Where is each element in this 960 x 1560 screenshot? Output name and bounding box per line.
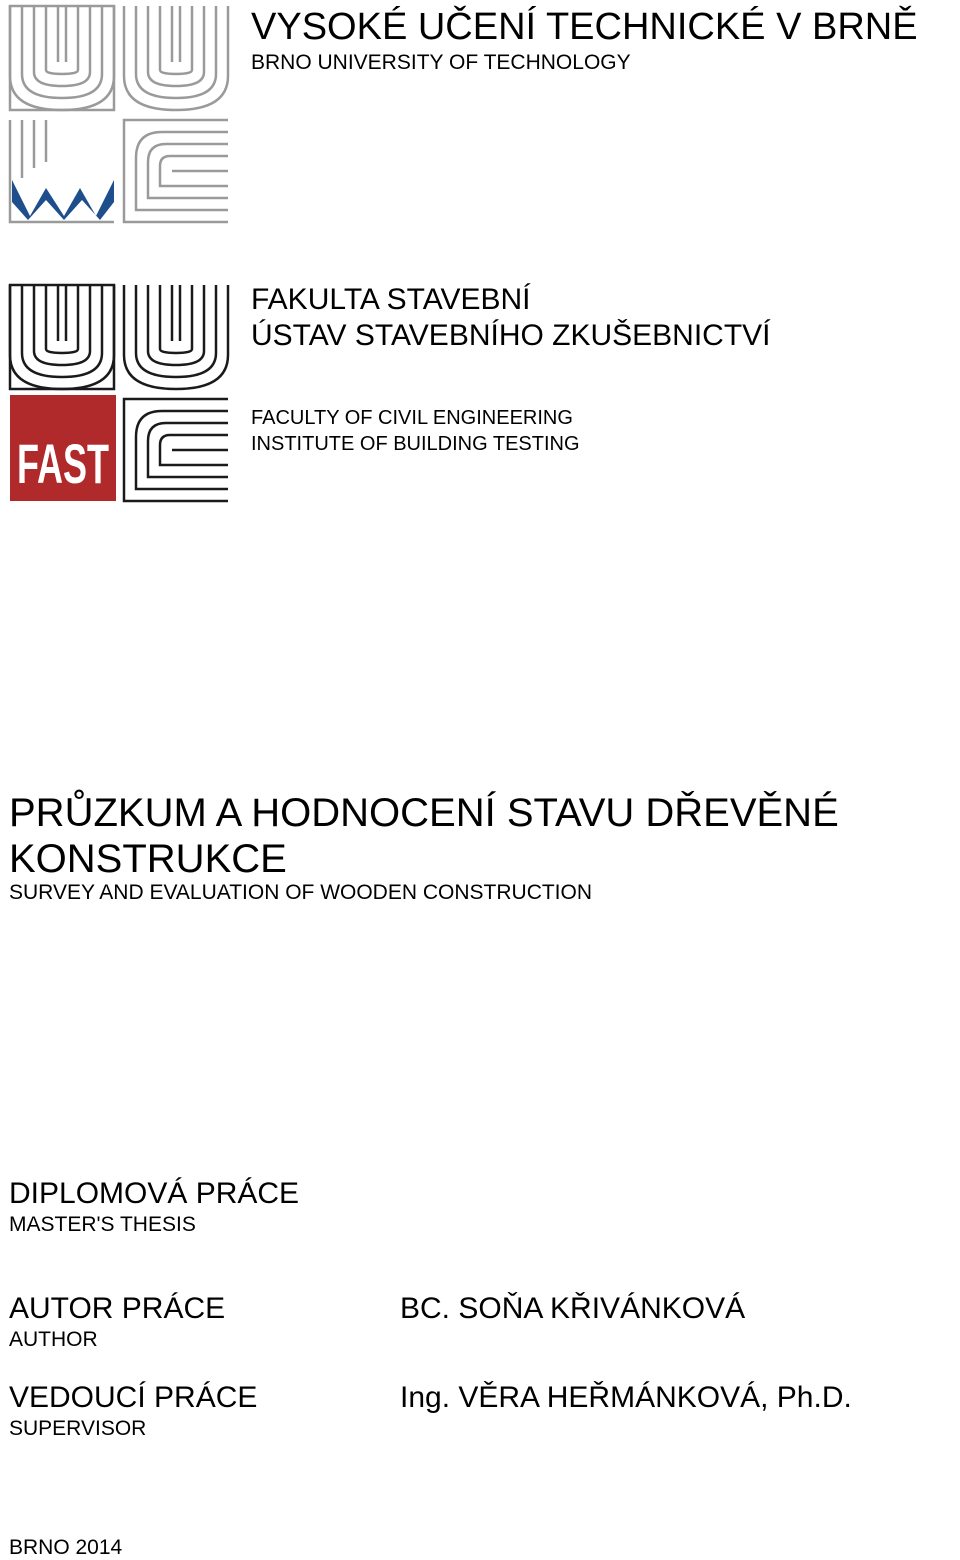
author-label-en: AUTHOR xyxy=(9,1328,98,1351)
fast-logo-text: FAST xyxy=(17,432,110,495)
supervisor-label-en: SUPERVISOR xyxy=(9,1417,147,1440)
faculty-name-cs: FAKULTA STAVEBNÍ xyxy=(251,283,531,316)
faculty-name-en: FACULTY OF CIVIL ENGINEERING xyxy=(251,407,573,429)
university-name-cs: VYSOKÉ UČENÍ TECHNICKÉ V BRNĚ xyxy=(251,6,918,48)
author-label-cs: AUTOR PRÁCE xyxy=(9,1292,226,1325)
vut-logo-icon xyxy=(8,4,230,226)
institute-name-en: INSTITUTE OF BUILDING TESTING xyxy=(251,433,580,455)
thesis-title-cs: PRŮZKUM A HODNOCENÍ STAVU DŘEVĚNÉ KONSTRUKCE xyxy=(9,791,839,881)
fast-logo-icon xyxy=(8,283,230,505)
supervisor-name: Ing. VĚRA HEŘMÁNKOVÁ, Ph.D. xyxy=(400,1381,852,1414)
institute-name-cs: ÚSTAV STAVEBNÍHO ZKUŠEBNICTVÍ xyxy=(251,319,771,352)
university-name-en: BRNO UNIVERSITY OF TECHNOLOGY xyxy=(251,51,631,74)
place-year: BRNO 2014 xyxy=(9,1536,123,1559)
thesis-type-en: MASTER'S THESIS xyxy=(9,1213,196,1236)
supervisor-label-cs: VEDOUCÍ PRÁCE xyxy=(9,1381,258,1414)
thesis-type-cs: DIPLOMOVÁ PRÁCE xyxy=(9,1177,300,1210)
thesis-title-en: SURVEY AND EVALUATION OF WOODEN CONSTRUCTION xyxy=(9,881,593,904)
author-name: BC. SOŇA KŘIVÁNKOVÁ xyxy=(400,1292,746,1325)
